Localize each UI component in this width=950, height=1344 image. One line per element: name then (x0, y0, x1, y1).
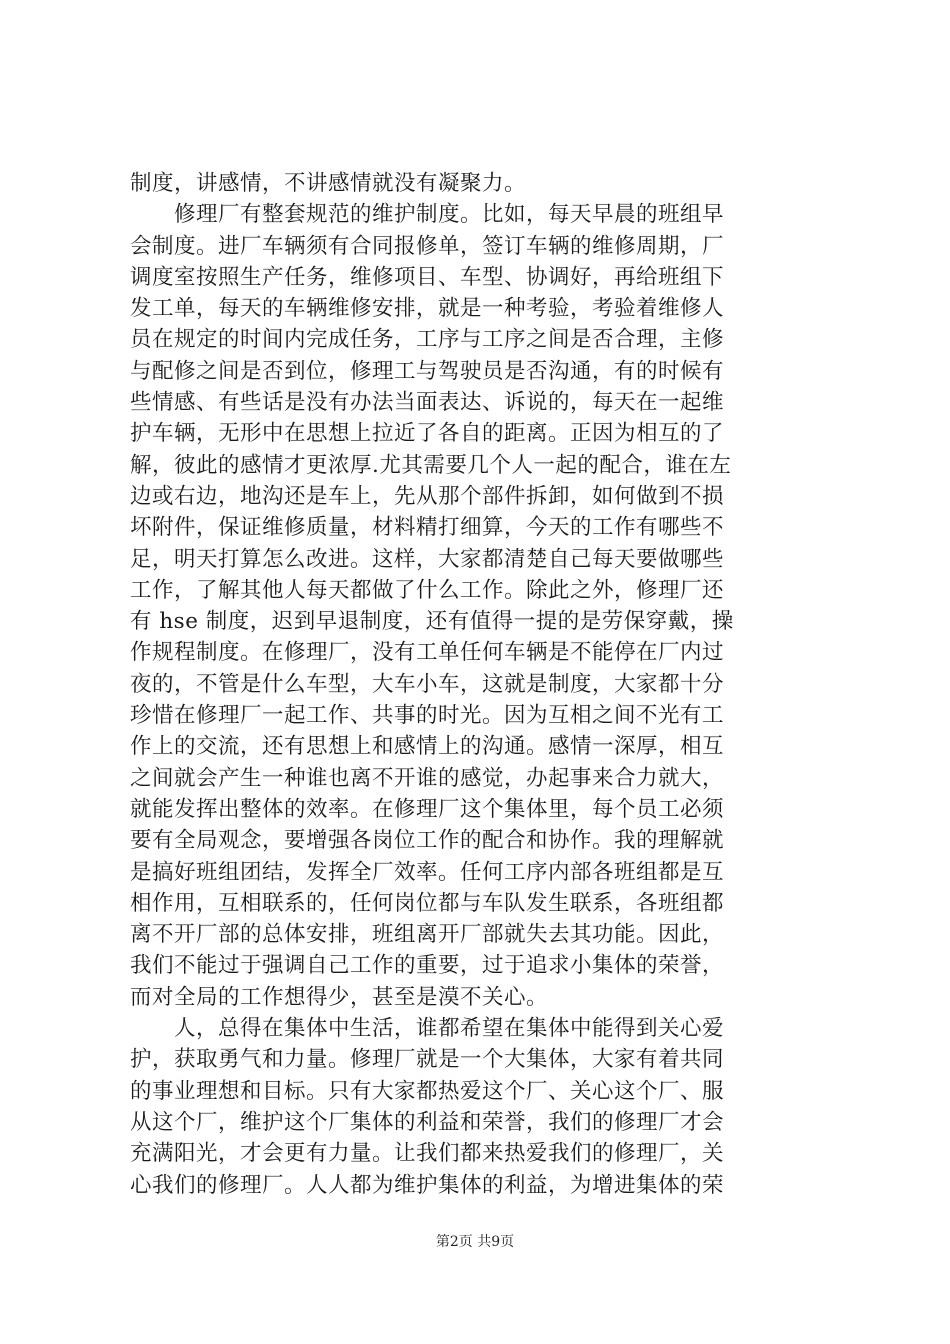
body-text (130, 168, 830, 1201)
text-line: 护车辆，无形中在思想上拉近了各自的距离。正因为相互的了 (130, 421, 725, 447)
text-line: 修理厂有整套规范的维护制度。比如，每天早晨的班组早 (130, 202, 725, 228)
text-line: 护，获取勇气和力量。修理厂就是一个大集体，大家有着共同 (130, 1047, 725, 1073)
text-line: 从这个厂，维护这个厂集体的利益和荣誉，我们的修理厂才会 (130, 1109, 725, 1135)
text-line: 是搞好班组团结，发挥全厂效率。任何工序内部各班组都是互 (130, 859, 725, 885)
text-line: 与配修之间是否到位，修理工与驾驶员是否沟通，有的时候有 (130, 358, 725, 384)
text-line: 之间就会产生一种谁也离不开谁的感觉，办起事来合力就大， (130, 765, 725, 791)
text-line: 调度室按照生产任务，维修项目、车型、协调好，再给班组下 (130, 264, 725, 290)
text-line: 就能发挥出整体的效率。在修理厂这个集体里，每个员工必须 (130, 796, 725, 822)
text-line: 作规程制度。在修理厂，没有工单任何车辆是不能停在厂内过 (130, 640, 725, 666)
text-line: 要有全局观念，要增强各岗位工作的配合和协作。我的理解就 (130, 828, 725, 854)
text-line: 的事业理想和目标。只有大家都热爱这个厂、关心这个厂、服 (130, 1078, 725, 1104)
text-line: 有 hse 制度，迟到早退制度，还有值得一提的是劳保穿戴，操 (130, 609, 734, 635)
text-line: 员在规定的时间内完成任务，工序与工序之间是否合理，主修 (130, 327, 725, 353)
text-line: 相作用，互相联系的，任何岗位都与车队发生联系，各班组都 (130, 890, 725, 916)
text-line: 珍惜在修理厂一起工作、共事的时光。因为互相之间不光有工 (130, 703, 725, 729)
text-line: 充满阳光，才会更有力量。让我们都来热爱我们的修理厂，关 (130, 1141, 725, 1167)
text-line: 人，总得在集体中生活，谁都希望在集体中能得到关心爱 (130, 1016, 725, 1042)
text-line: 边或右边，地沟还是车上，先从那个部件拆卸，如何做到不损 (130, 483, 725, 509)
text-line: 作上的交流，还有思想上和感情上的沟通。感情一深厚，相互 (130, 734, 725, 760)
text-line: 离不开厂部的总体安排，班组离开厂部就失去其功能。因此， (130, 922, 725, 948)
text-line: 足，明天打算怎么改进。这样，大家都清楚自己每天要做哪些 (130, 546, 725, 572)
text-line: 夜的，不管是什么车型，大车小车，这就是制度，大家都十分 (130, 671, 725, 697)
text-line: 心我们的修理厂。人人都为维护集体的利益，为增进集体的荣 (130, 1172, 725, 1198)
text-line: 发工单，每天的车辆维修安排，就是一种考验，考验着维修人 (130, 296, 725, 322)
text-line: 坏附件，保证维修质量，材料精打细算，今天的工作有哪些不 (130, 515, 725, 541)
text-line: 些情感、有些话是没有办法当面表达、诉说的，每天在一起维 (130, 390, 725, 416)
text-line: 而对全局的工作想得少，甚至是漠不关心。 (130, 984, 549, 1010)
text-line: 我们不能过于强调自己工作的重要，过于追求小集体的荣誉， (130, 953, 725, 979)
text-line: 工作，了解其他人每天都做了什么工作。除此之外，修理厂还 (130, 577, 725, 603)
text-line: 会制度。进厂车辆须有合同报修单，签订车辆的维修周期，厂 (130, 233, 725, 259)
text-line: 制度，讲感情，不讲感情就没有凝聚力。 (130, 171, 527, 196)
text-line: 解，彼此的感情才更浓厚.尤其需要几个人一起的配合，谁在左 (130, 452, 732, 478)
page-number-footer: 第2页 共9页 (435, 1234, 515, 1250)
